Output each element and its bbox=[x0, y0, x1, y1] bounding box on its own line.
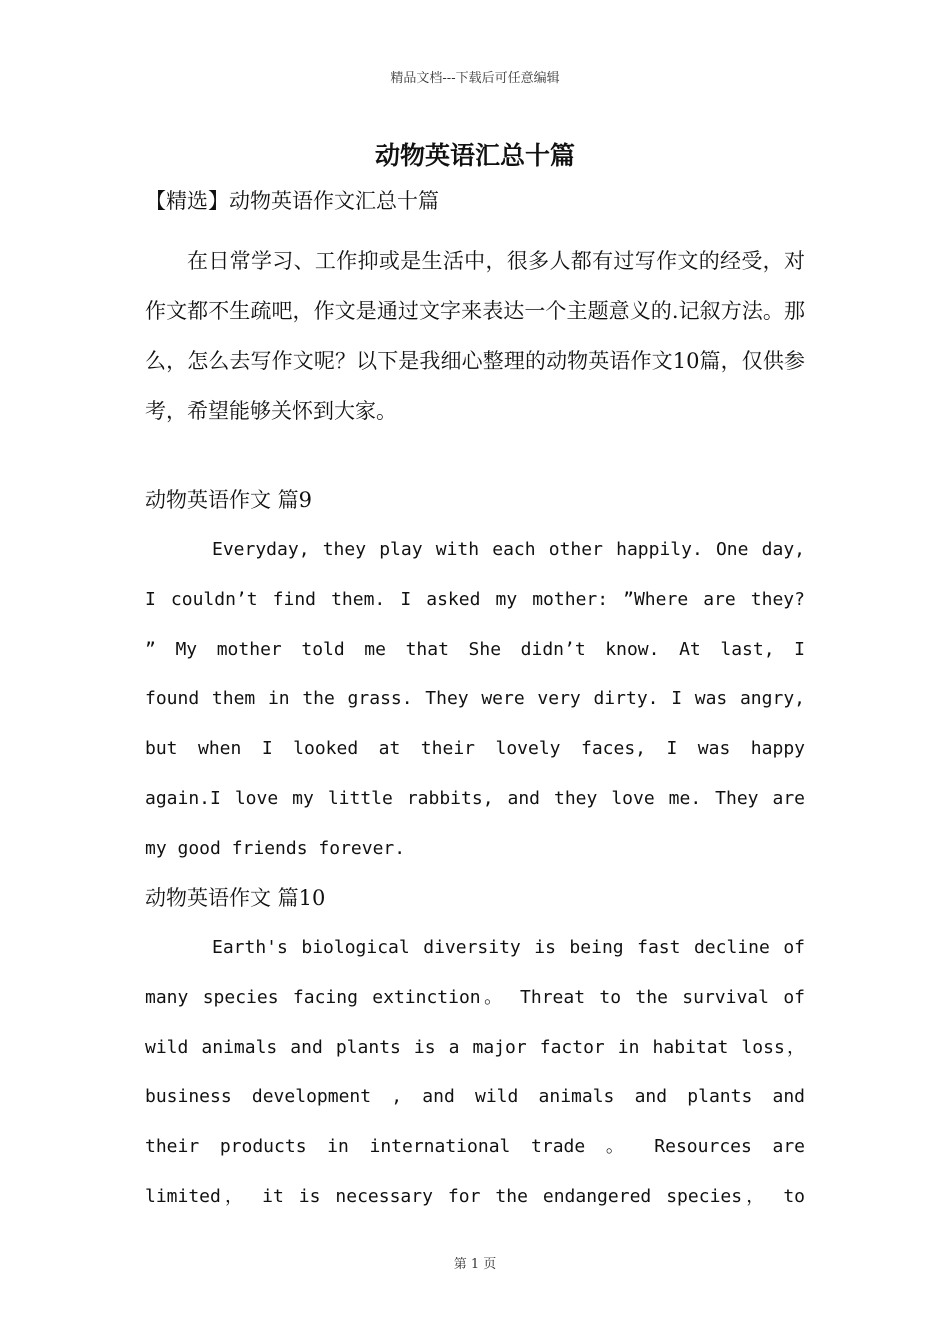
text-line: wild animals and plants is a major factor in habitat loss， bbox=[145, 1036, 805, 1058]
text-line: limited， it is necessary for the endangered species， to bbox=[145, 1185, 805, 1207]
essay-paragraph-9 bbox=[145, 525, 805, 874]
text-line: I couldn’t find them. I asked my mother: ”Where are they? bbox=[145, 588, 805, 610]
document-subtitle: 【精选】动物英语作文汇总十篇 bbox=[145, 189, 439, 213]
text-line: but when I looked at their lovely faces, I was happy bbox=[145, 738, 805, 760]
text-line: my good friends forever. bbox=[145, 837, 406, 859]
text-line: again.I love my little rabbits, and they love me. They are bbox=[145, 787, 805, 809]
page-footer: 第 1 页 bbox=[453, 1257, 497, 1272]
text-line: Everyday, they play with each other happily. One day, bbox=[212, 539, 805, 560]
text-line: many species facing extinction。 Threat to the survival of bbox=[145, 986, 805, 1008]
text-line: found them in the grass. They were very dirty. I was angry, bbox=[145, 688, 805, 710]
section-heading-10: 动物英语作文 篇10 bbox=[145, 886, 326, 910]
text-line: Earth's biological diversity is being fast decline of bbox=[212, 937, 805, 958]
intro-paragraph: 在日常学习、工作抑或是生活中，很多人都有过写作文的经受，对作文都不生疏吧，作文是通过文字来表达一个主题意义的.记叙方法。那么，怎么去写作文呢？以下是我细心整理的动物英语作文10篇，仅供参考，希望能够关怀到大家。 bbox=[145, 249, 805, 423]
section-heading-9: 动物英语作文 篇9 bbox=[145, 488, 313, 512]
text-line: business development , and wild animals and plants and bbox=[145, 1086, 805, 1108]
document-title: 动物英语汇总十篇 bbox=[374, 141, 575, 170]
essay-paragraph-10 bbox=[145, 923, 805, 1222]
page-header: 精品文档---下载后可任意编辑 bbox=[390, 71, 560, 86]
text-line: their products in international trade 。 Resources are bbox=[145, 1136, 805, 1158]
text-line: ” My mother told me that She didn’t know. At last, I bbox=[145, 638, 805, 660]
